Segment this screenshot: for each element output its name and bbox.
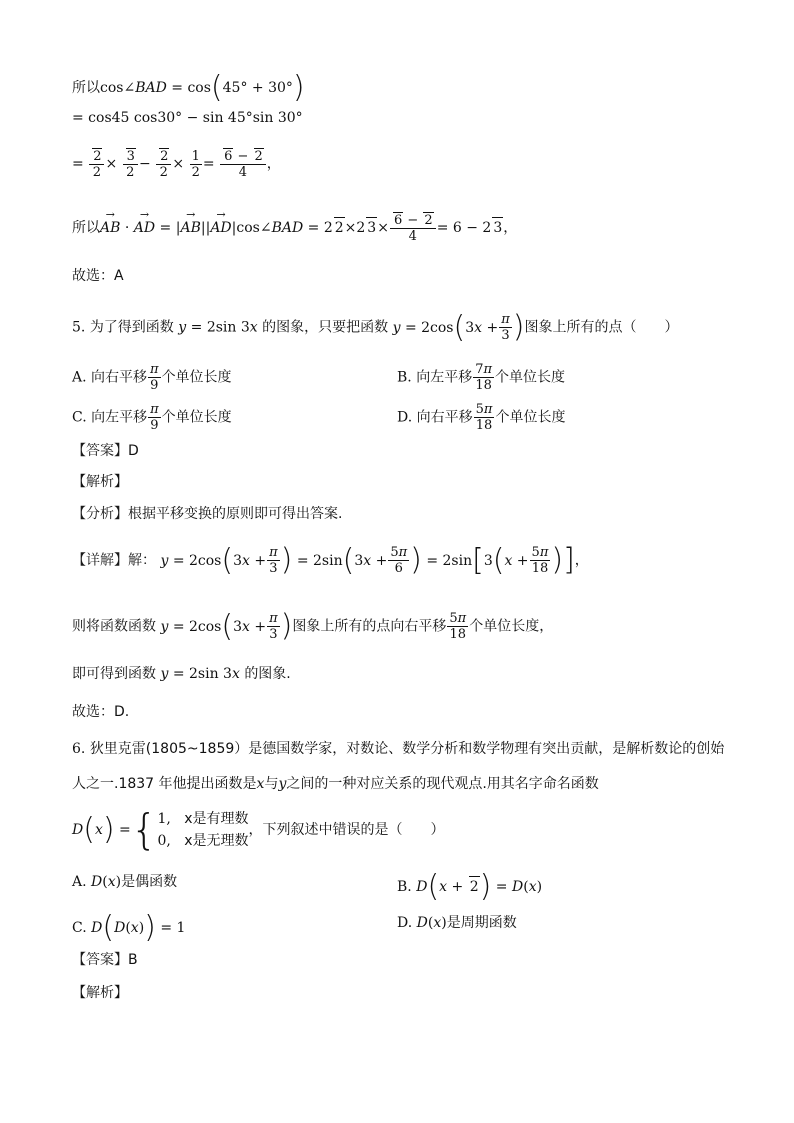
question-5-step-3: 即可得到函数 y = 2sin 3x 的图象.	[72, 666, 291, 682]
question-6-stem-line-2: 人之一.1837 年他提出函数是x与y之间的一种对应关系的现代观点.用其名字命名函数	[72, 776, 599, 792]
question-6-option-a: A. D(x)是偶函数	[72, 874, 178, 890]
question-5-stem: 5. 为了得到函数 y = 2sin 3x 的图象，只要把函数 y = 2cos(3x + $\frac{\pi}{3}$ )图象上所有的点（ ）	[72, 309, 679, 345]
question-5-option-a: A. 向右平移 $\frac{\pi}{9}$ 个单位长度	[72, 362, 232, 393]
question-5-option-c: C. 向左平移 $\frac{\pi}{9}$ 个单位长度	[72, 402, 232, 433]
question-5-final: 故选：D.	[72, 704, 130, 720]
solution-line-4: 所以→ AB · → AD = |→ AB||→ AD|cos∠BAD = 2 2×2 3× $\frac{6 - 2}{4}$ = 6 − 2 3，	[72, 212, 517, 244]
question-5-analysis-heading: 【解析】	[72, 474, 128, 490]
question-6-option-d: D. D(x)是周期函数	[397, 915, 517, 931]
question-5-option-d: D. 向右平移 $\frac{5\pi}{18}$ 个单位长度	[397, 402, 566, 433]
question-5-answer: 【答案】D	[72, 443, 139, 459]
question-6-definition: D(x) ={ 1, x是有理数 0, x是无理数 ，下列叙述中错误的是（ ）	[72, 805, 445, 854]
question-5-step-2: 则将函数函数 y = 2cos(3x + $\frac{\pi}{3}$ )图象上所有的点向右平移 $\frac{5\pi}{18}$ 个单位长度，	[72, 608, 554, 644]
question-6-option-c: C. D(D(x)) = 1	[72, 910, 186, 945]
solution-line-1: 所以cos∠BAD = cos(45° + 30°)	[72, 70, 305, 105]
question-5-fenxi: 【分析】根据平移变换的原则即可得出答案.	[72, 506, 343, 522]
question-6-analysis-heading: 【解析】	[72, 985, 128, 1001]
question-6-answer: 【答案】B	[72, 952, 138, 968]
question-5-detail: 【详解】解： y = 2cos(3x + $\frac{\pi}{3}$ ) = 2sin(3x + $\frac{5\pi}{6}$ ) = 2sin[3(x + $\frac{5\pi}{18}$ )]，	[72, 542, 589, 578]
question-5-option-b: B. 向左平移 $\frac{7\pi}{18}$ 个单位长度	[397, 362, 566, 393]
solution-line-3: = $\frac{2}{2}$ × $\frac{3}{2}$ − $\frac{2}{2}$ × $\frac{1}{2}$ = $\frac{6 - 2}{4}$ ，	[72, 148, 281, 180]
question-6-option-b: B. D(x + 2) = D(x)	[397, 869, 543, 904]
previous-answer: 故选：A	[72, 268, 124, 284]
solution-line-2: = cos45 cos30° − sin 45°sin 30°	[72, 110, 303, 126]
question-6-stem-line-1: 6. 狄里克雷(1805~1859）是德国数学家，对数论、数学分析和数学物理有突出贡献，是解析数论的创始	[72, 741, 725, 757]
